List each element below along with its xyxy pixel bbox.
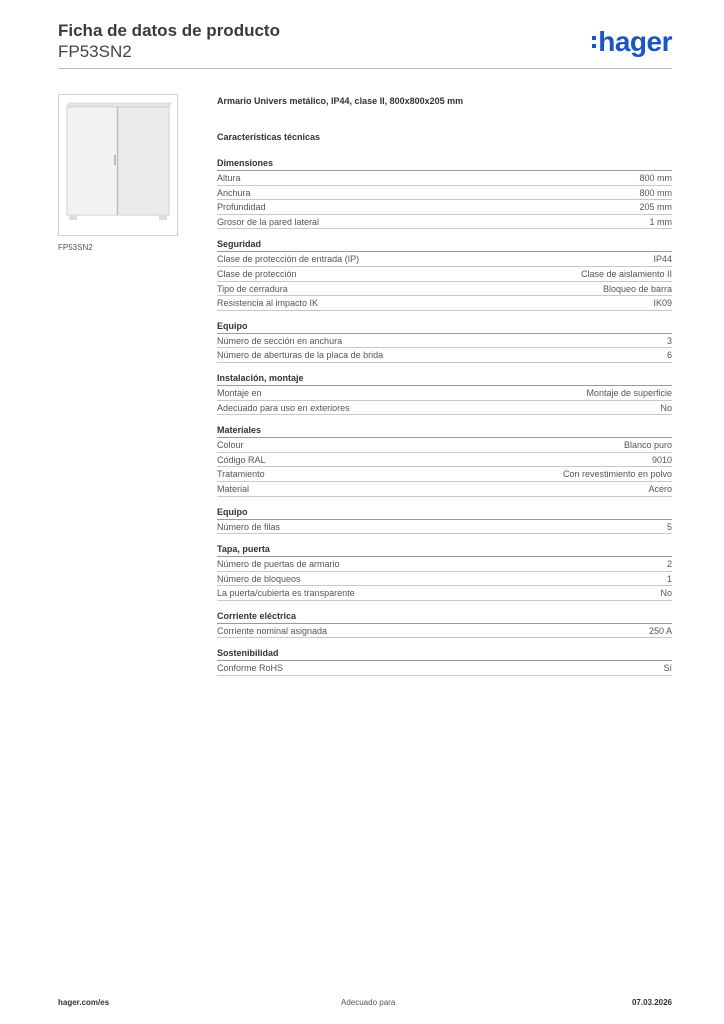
spec-label: Número de filas bbox=[217, 521, 281, 532]
tech-heading: Características técnicas bbox=[217, 132, 321, 142]
footer-date: 07.03.2026 bbox=[631, 998, 672, 1007]
section-title: Dimensiones bbox=[217, 157, 672, 171]
cabinet-illustration bbox=[59, 95, 177, 235]
spec-value: 2 bbox=[666, 559, 672, 570]
spec-value: 250 A bbox=[648, 625, 672, 636]
spec-row bbox=[217, 401, 672, 416]
spec-label: Tipo de cerradura bbox=[217, 283, 288, 294]
spec-sections bbox=[217, 157, 672, 676]
spec-row bbox=[217, 200, 672, 215]
spec-label: Grosor de la pared lateral bbox=[217, 216, 320, 227]
section-title: Instalación, montaje bbox=[217, 372, 672, 386]
spec-label: Número de sección en anchura bbox=[217, 335, 343, 346]
spec-row bbox=[217, 467, 672, 482]
logo-mark-icon bbox=[592, 36, 596, 48]
spec-value: No bbox=[660, 588, 672, 599]
spec-value: Sí bbox=[663, 663, 672, 674]
logo-text: hager bbox=[598, 26, 672, 57]
spec-value: 5 bbox=[666, 521, 672, 532]
spec-label: Tratamiento bbox=[217, 469, 265, 480]
spec-section bbox=[217, 543, 672, 601]
footer-site: hager.com/es bbox=[58, 998, 110, 1007]
spec-row bbox=[217, 171, 672, 186]
spec-row bbox=[217, 438, 672, 453]
section-title: Sostenibilidad bbox=[217, 647, 672, 661]
spec-value: 6 bbox=[666, 350, 672, 361]
product-description: Armario Univers metálico, IP44, clase II, 800x800x205 mm bbox=[217, 96, 464, 106]
section-title: Corriente eléctrica bbox=[217, 610, 672, 624]
spec-row bbox=[217, 586, 672, 601]
spec-row bbox=[217, 661, 672, 676]
spec-value: 3 bbox=[666, 335, 672, 346]
spec-label: Conforme RoHS bbox=[217, 663, 284, 674]
spec-row bbox=[217, 386, 672, 401]
spec-value: Montaje de superficie bbox=[586, 387, 672, 398]
spec-label: Código RAL bbox=[217, 454, 266, 465]
spec-section bbox=[217, 506, 672, 535]
section-title: Seguridad bbox=[217, 238, 672, 252]
spec-section bbox=[217, 372, 672, 415]
document-title: Ficha de datos de producto bbox=[58, 21, 280, 40]
spec-label: Anchura bbox=[217, 187, 251, 198]
spec-value: Clase de aislamiento II bbox=[580, 268, 672, 279]
spec-label: Colour bbox=[217, 440, 244, 451]
header-divider bbox=[58, 68, 672, 69]
spec-row bbox=[217, 624, 672, 639]
spec-value: 205 mm bbox=[639, 202, 672, 213]
spec-value: IK09 bbox=[653, 298, 672, 309]
spec-label: Corriente nominal asignada bbox=[217, 625, 328, 636]
product-image bbox=[58, 94, 178, 236]
spec-value: 9010 bbox=[651, 454, 672, 465]
spec-row bbox=[217, 186, 672, 201]
spec-label: La puerta/cubierta es transparente bbox=[217, 588, 355, 599]
spec-value: Blanco puro bbox=[623, 440, 672, 451]
section-title: Equipo bbox=[217, 506, 672, 520]
section-title: Tapa, puerta bbox=[217, 543, 672, 557]
spec-label: Clase de protección de entrada (IP) bbox=[217, 254, 360, 265]
spec-value: 800 mm bbox=[639, 187, 672, 198]
product-data bbox=[217, 95, 672, 685]
spec-row bbox=[217, 296, 672, 311]
section-title: Materiales bbox=[217, 424, 672, 438]
spec-row bbox=[217, 282, 672, 297]
spec-section bbox=[217, 424, 672, 496]
spec-row bbox=[217, 267, 672, 282]
spec-value: Con revestimiento en polvo bbox=[562, 469, 672, 480]
spec-label: Profundidad bbox=[217, 202, 266, 213]
spec-value: No bbox=[660, 402, 672, 413]
spec-row bbox=[217, 453, 672, 468]
spec-label: Altura bbox=[217, 173, 241, 183]
spec-value: Bloqueo de barra bbox=[602, 283, 672, 294]
spec-label: Número de puertas de armario bbox=[217, 559, 340, 570]
spec-section bbox=[217, 647, 672, 676]
spec-row bbox=[217, 252, 672, 267]
spec-label: Número de aberturas de la placa de brida bbox=[217, 350, 384, 361]
spec-row bbox=[217, 557, 672, 572]
spec-row bbox=[217, 348, 672, 363]
spec-value: 1 bbox=[666, 573, 672, 584]
spec-label: Adecuado para uso en exteriores bbox=[217, 402, 350, 413]
hager-logo bbox=[592, 26, 672, 58]
spec-row bbox=[217, 482, 672, 497]
section-title: Equipo bbox=[217, 320, 672, 334]
spec-label: Montaje en bbox=[217, 387, 262, 398]
spec-value: Acero bbox=[648, 483, 672, 494]
spec-section bbox=[217, 320, 672, 363]
spec-label: Número de bloqueos bbox=[217, 573, 301, 584]
spec-row bbox=[217, 572, 672, 587]
spec-row bbox=[217, 520, 672, 535]
spec-section bbox=[217, 157, 672, 229]
spec-label: Clase de protección bbox=[217, 268, 297, 279]
spec-row bbox=[217, 215, 672, 230]
product-code: FP53SN2 bbox=[58, 42, 132, 61]
spec-section bbox=[217, 610, 672, 639]
spec-value: IP44 bbox=[653, 254, 672, 265]
spec-label: Resistencia al impacto IK bbox=[217, 298, 319, 309]
image-caption: FP53SN2 bbox=[58, 243, 93, 252]
spec-value: 1 mm bbox=[649, 216, 672, 227]
spec-value: 800 mm bbox=[639, 173, 672, 183]
footer-center: Adecuado para bbox=[341, 998, 396, 1007]
spec-label: Material bbox=[217, 483, 250, 494]
spec-row bbox=[217, 334, 672, 349]
page-header bbox=[58, 20, 672, 62]
spec-section bbox=[217, 238, 672, 310]
